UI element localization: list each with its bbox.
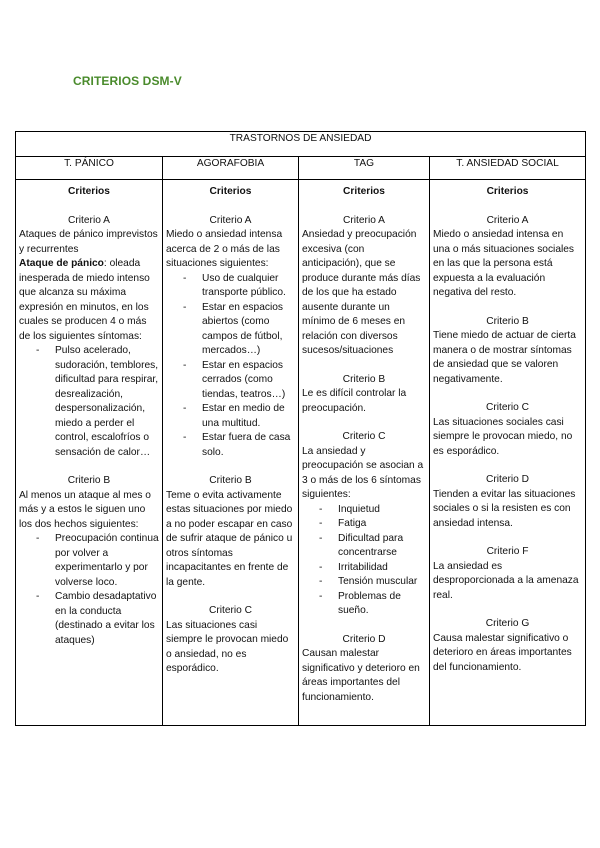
criterion-list-item: - Irritabilidad [302, 561, 426, 576]
criterion-list-item: - Inquietud [302, 503, 426, 518]
criterion-text [19, 257, 159, 344]
criterion-text-body: Le es difícil controlar la preocupación. [302, 388, 407, 414]
criterion-text [166, 228, 295, 272]
criterion-text [433, 416, 582, 460]
criterion-name: Criterio B [342, 373, 386, 385]
criterion-list [166, 272, 295, 461]
criterion-block [302, 214, 426, 359]
criterion-text [166, 489, 295, 591]
criterion-block [166, 604, 295, 677]
criterion-text-body: Ansiedad y preocupación excesiva (con anticipación), que se produce durante más días de los que ha estado ausente durante un mínimo de 6 meses en relación con diversos sucesos/situaciones [302, 229, 421, 356]
criterion-list [19, 532, 159, 648]
criterion-list-item: - Dificultad para concentrarse [302, 532, 426, 561]
criterion-name: Criterio C [342, 431, 386, 442]
criterion-block [433, 473, 582, 531]
criterion-list-item: - Problemas de sueño. [302, 590, 426, 619]
criterion-list-item: - Pulso acelerado, sudoración, temblores, dificultad para respirar, desrealización, despersonalización, miedo a perder el control, escalofríos o sensación de calor… [19, 344, 159, 460]
column-header: T. ANSIEDAD SOCIAL [430, 157, 586, 180]
criterion-block [19, 474, 159, 648]
criterion-list-item: - Estar en espacios abiertos (como campos de fútbol, mercados…) [166, 301, 295, 359]
criteria-row [16, 180, 586, 726]
criterion-text [19, 228, 159, 257]
criterion-list-item: - Fatiga [302, 517, 426, 532]
criterion-list-item: - Estar en medio de una multitud. [166, 402, 295, 431]
criteria-subheader: Criterios [209, 186, 252, 197]
criterion-text-body: : oleada inesperada de miedo intenso que alcanza su máxima expresión en minutos, en los cuales se producen 4 o más de los siguientes síntomas: [19, 258, 150, 342]
criterion-name: Criterio B [486, 315, 529, 327]
criterion-text-body: Miedo o ansiedad intensa en una o más situaciones sociales en las que la persona está expuesta a la evaluación negativa del resto. [433, 229, 575, 298]
column-header: T. PÁNICO [16, 157, 163, 180]
criterion-name: Criterio B [67, 475, 111, 486]
criterion-list-item: - Preocupación continua por volver a experimentarlo y por volverse loco. [19, 532, 159, 590]
anxiety-criteria-table [15, 131, 586, 726]
criterion-list-item: - Uso de cualquier transporte público. [166, 272, 295, 301]
criterion-name: Criterio A [343, 214, 385, 226]
criterion-name: Criterio D [342, 633, 386, 645]
criterion-block [19, 214, 159, 461]
criterion-name: Criterio A [68, 214, 110, 226]
criteria-cell [163, 180, 299, 726]
column-header: TAG [299, 157, 430, 180]
criterion-block [166, 214, 295, 461]
criteria-cell [430, 180, 586, 726]
criterion-text-body: Tiene miedo de actuar de cierta manera o de mostrar síntomas de ansiedad que se valoren negativamente. [433, 330, 576, 385]
criterion-block [302, 373, 426, 417]
criterion-name: Criterio A [486, 214, 529, 226]
criterion-text [302, 228, 426, 359]
criterion-text [302, 445, 426, 503]
criteria-cell [16, 180, 163, 726]
criterion-name: Criterio C [486, 402, 530, 413]
criteria-subheader: Criterios [486, 186, 529, 197]
criterion-text-body: Tienden a evitar las situaciones sociales o si la resisten es con ansiedad intensa. [433, 488, 576, 529]
criterion-text [433, 488, 582, 532]
criterion-text-body: Causan malestar significativo y deterioro en áreas importantes del funcionamiento. [302, 648, 420, 703]
criterion-block [433, 315, 582, 388]
criterion-name: Criterio D [486, 474, 530, 485]
criterion-text-body: Ataques de pánico imprevistos y recurrentes [19, 229, 158, 255]
criterion-text [433, 632, 582, 676]
criterion-list-item: - Cambio desadaptativo en la conducta (destinado a evitar los ataques) [19, 590, 159, 648]
criterion-list [19, 344, 159, 460]
criterion-text-body: La ansiedad y preocupación se asocian a 3 o más de los 6 síntomas siguientes: [302, 445, 424, 500]
criterion-text [302, 647, 426, 705]
criterion-block [166, 474, 295, 590]
criterion-text-body: Causa malestar significativo o deterioro en áreas importantes del funcionamiento. [433, 632, 572, 673]
criterion-text [433, 329, 582, 387]
criteria-subheader: Criterios [343, 186, 385, 197]
criterion-block [433, 617, 582, 675]
criterion-text-body: Miedo o ansiedad intensa acerca de 2 o más de las situaciones siguientes: [166, 229, 283, 269]
criterion-block [433, 401, 582, 459]
criteria-subheader: Criterios [68, 186, 110, 197]
criteria-cell [299, 180, 430, 726]
criterion-name: Criterio B [209, 475, 252, 486]
criterion-text [433, 228, 582, 301]
criterion-name: Criterio G [485, 618, 530, 629]
criterion-text-body: Teme o evita activamente estas situaciones por miedo a no poder escapar en caso de sufrir ataque de pánico u otros síntomas incapacitantes en frente de la gente. [166, 489, 293, 588]
criterion-list-item: - Tensión muscular [302, 575, 426, 590]
criterion-list-item: - Estar en espacios cerrados (como tiendas, teatros…) [166, 359, 295, 403]
criterion-text-body: Al menos un ataque al mes o más y a estos le siguen uno los dos hechos siguientes: [19, 489, 151, 530]
table-title: TRASTORNOS DE ANSIEDAD [16, 132, 586, 157]
criterion-list [302, 503, 426, 619]
criterion-text-body: La ansiedad es desproporcionada a la amenaza real. [433, 560, 579, 601]
criterion-block [433, 214, 582, 301]
column-header-row [16, 157, 586, 180]
criterion-block [302, 430, 426, 619]
criterion-text-body: Las situaciones casi siempre le provocan miedo o ansiedad, no es esporádico. [166, 619, 289, 674]
criterion-text [302, 387, 426, 416]
document-title: CRITERIOS DSM-V [73, 74, 182, 88]
criterion-name: Criterio C [208, 605, 253, 616]
criterion-text [19, 489, 159, 533]
table-title-row [16, 132, 586, 157]
criterion-text-body: Las situaciones sociales casi siempre le provocan miedo, no es esporádico. [433, 416, 573, 457]
criterion-list-item: - Estar fuera de casa solo. [166, 431, 295, 460]
criterion-block [433, 545, 582, 603]
column-header: AGORAFOBIA [163, 157, 299, 180]
criterion-block [302, 633, 426, 706]
criterion-text [166, 619, 295, 677]
criterion-name: Criterio F [486, 546, 529, 557]
criterion-bold-term: Ataque de pánico [19, 258, 104, 269]
criterion-name: Criterio A [209, 214, 252, 226]
criterion-text [433, 560, 582, 604]
